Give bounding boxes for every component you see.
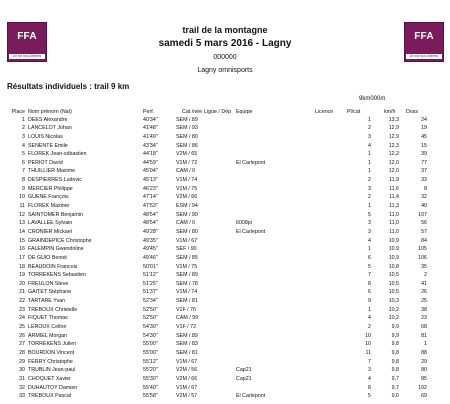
cell-kmh: 9,7 xyxy=(391,375,399,382)
cell-place: 23 xyxy=(19,306,25,313)
table-row xyxy=(0,340,450,349)
cell-place: 32 xyxy=(19,384,25,391)
cell-doss: 29 xyxy=(421,358,427,365)
cell-place: 24 xyxy=(19,315,25,322)
cell-name: LOUIS Nicolas xyxy=(28,133,63,140)
cell-perf: 52'50'' xyxy=(143,306,158,313)
cell-place: 17 xyxy=(19,254,25,261)
cell-plcat: 1 xyxy=(368,203,371,210)
cell-doss: 105 xyxy=(418,246,427,253)
cell-plcat: 4 xyxy=(368,142,371,149)
table-row xyxy=(0,116,450,125)
cell-kmh: 9,6 xyxy=(391,393,399,400)
logo-tagline: On est tous Athlètes xyxy=(406,54,442,59)
cell-plcat: 3 xyxy=(368,133,371,140)
cell-name: LANCELOT Johan xyxy=(28,125,72,132)
table-body xyxy=(0,116,450,401)
table-header xyxy=(0,107,450,116)
cell-perf: 47'53'' xyxy=(143,203,158,210)
cell-kmh: 12,0 xyxy=(388,168,399,175)
cell-kmh: 11,0 xyxy=(389,211,399,218)
cell-kmh: 10,9 xyxy=(388,237,399,244)
table-row xyxy=(0,392,450,401)
table-row xyxy=(0,358,450,367)
cell-name: SAINTOMER Benjamin xyxy=(28,211,83,218)
cell-name: CRONIER Mickael xyxy=(28,228,72,235)
cell-name: THUILLIER Maxime xyxy=(28,168,76,175)
table-row xyxy=(0,263,450,272)
cell-kmh: 11,0 xyxy=(389,220,399,227)
cell-doss: 26 xyxy=(421,289,427,296)
cell-place: 20 xyxy=(19,280,25,287)
cell-cat: SEM / 83 xyxy=(176,341,198,348)
cell-cat: SEF / 90 xyxy=(176,246,197,253)
cell-place: 7 xyxy=(22,168,25,175)
cell-plcat: 8 xyxy=(368,280,371,287)
cell-cat: V2M / 66 xyxy=(176,194,198,201)
cell-plcat: 2 xyxy=(368,194,371,201)
cell-cat: V1M / 67 xyxy=(176,384,198,391)
cell-place: 3 xyxy=(22,133,25,140)
cell-cat: SEM / 81 xyxy=(176,349,198,356)
cell-name: LAVALLEE Sylvain xyxy=(28,220,73,227)
table-row xyxy=(0,211,450,220)
cell-kmh: 10,9 xyxy=(388,254,399,261)
cell-plcat: 4 xyxy=(368,375,371,382)
cell-plcat: 1 xyxy=(368,116,371,123)
cell-name: GUENE François xyxy=(28,194,69,201)
cell-plcat: 1 xyxy=(368,306,371,313)
cell-place: 30 xyxy=(19,367,25,374)
cell-place: 31 xyxy=(19,375,25,382)
cell-kmh: 9,8 xyxy=(391,349,399,356)
cell-cat: V1M / 74 xyxy=(176,177,198,184)
cell-name: DESPIERRES Ludovic xyxy=(28,177,82,184)
cell-plcat: 2 xyxy=(368,177,371,184)
table-row xyxy=(0,297,450,306)
cell-doss: 45 xyxy=(421,133,427,140)
cell-kmh: 10,5 xyxy=(388,280,399,287)
cell-cat: SEM / 90 xyxy=(176,211,198,218)
cell-kmh: 10,5 xyxy=(388,289,399,296)
cell-doss: 40 xyxy=(421,203,427,210)
cell-name: BEAUDOIN Francois xyxy=(28,263,78,270)
cell-plcat: 1 xyxy=(368,151,371,158)
cell-place: 29 xyxy=(19,358,25,365)
cell-place: 6 xyxy=(22,159,25,166)
cell-kmh: 10,3 xyxy=(388,298,399,305)
cell-perf: 55'12'' xyxy=(143,358,158,365)
cell-kmh: 10,5 xyxy=(388,272,399,279)
cell-cat: V1M / 67 xyxy=(176,358,198,365)
cell-perf: 55'20'' xyxy=(143,367,158,374)
cell-equipe: El Carlepont xyxy=(236,159,266,166)
cell-perf: 51'25'' xyxy=(143,280,158,287)
cell-kmh: 12,2 xyxy=(388,151,399,158)
table-row xyxy=(0,142,450,151)
cell-place: 33 xyxy=(19,393,25,400)
cell-name: CHOQUET Xavier xyxy=(28,375,71,382)
logo-text: FFA xyxy=(414,31,434,42)
cell-cat: V1M / 67 xyxy=(176,237,198,244)
cell-perf: 41'48'' xyxy=(143,125,158,132)
cell-cat: CAM / 99 xyxy=(176,315,199,322)
cell-kmh: 11,6 xyxy=(389,185,399,192)
cell-doss: 81 xyxy=(421,332,427,339)
col-plcat: Pl/cat xyxy=(347,109,361,115)
cell-name: TREBOUX Christelle xyxy=(28,306,78,313)
cell-plcat: 5 xyxy=(368,393,371,400)
cell-cat: SEM / 89 xyxy=(176,272,198,279)
logo-text: FFA xyxy=(17,31,37,42)
cell-place: 28 xyxy=(19,349,25,356)
cell-name: BOURDON Vincent xyxy=(28,349,75,356)
cell-plcat: 6 xyxy=(368,289,371,296)
table-row xyxy=(0,280,450,289)
cell-doss: 69 xyxy=(421,393,427,400)
table-row xyxy=(0,176,450,185)
cell-equipe: Cap21 xyxy=(236,367,252,374)
cell-plcat: 2 xyxy=(368,125,371,132)
cell-place: 22 xyxy=(19,298,25,305)
cell-perf: 45'13'' xyxy=(143,177,158,184)
cell-name: LEROUX Celine xyxy=(28,324,67,331)
cell-name: FLOREK Jean-sébastien xyxy=(28,151,87,158)
cell-doss: 107 xyxy=(418,211,427,218)
cell-plcat: 10 xyxy=(365,341,371,348)
col-place: Place xyxy=(11,109,25,115)
cell-name: DE GUIO Benoit xyxy=(28,254,67,261)
table-row xyxy=(0,332,450,341)
col-licence: Licence xyxy=(315,109,334,115)
distance-label: 9km000m xyxy=(359,96,386,102)
table-row xyxy=(0,193,450,202)
cell-doss: 38 xyxy=(421,306,427,313)
cell-plcat: 1 xyxy=(368,168,371,175)
cell-plcat: 5 xyxy=(368,263,371,270)
cell-cat: V1M / 75 xyxy=(176,185,198,192)
table-row xyxy=(0,384,450,393)
cell-equipe: 6008pi xyxy=(236,220,252,227)
cell-perf: 52'50'' xyxy=(143,315,158,322)
cell-name: ARMIEL Morgan xyxy=(28,332,67,339)
cell-doss: 77 xyxy=(421,159,427,166)
cell-place: 10 xyxy=(19,194,25,201)
cell-name: TARTARE Yvan xyxy=(28,298,65,305)
cell-perf: 54'30'' xyxy=(143,332,158,339)
cell-kmh: 9,8 xyxy=(391,358,399,365)
cell-plcat: 9 xyxy=(368,298,371,305)
cell-doss: 85 xyxy=(421,375,427,382)
cell-name: FLOREK Maxime xyxy=(28,203,70,210)
cell-cat: V2M / 56 xyxy=(176,367,198,374)
cell-place: 13 xyxy=(19,220,25,227)
cell-place: 25 xyxy=(19,324,25,331)
cell-perf: 52'34'' xyxy=(143,298,158,305)
col-doss: Doss xyxy=(406,109,419,115)
cell-plcat: 8 xyxy=(368,384,371,391)
cell-place: 2 xyxy=(22,125,25,132)
table-row xyxy=(0,375,450,384)
cell-cat: SEM / 80 xyxy=(176,228,198,235)
cell-kmh: 9,7 xyxy=(391,384,399,391)
cell-doss: 24 xyxy=(421,116,427,123)
cell-name: TORREKENS Sebastien xyxy=(28,272,86,279)
cell-kmh: 11,0 xyxy=(389,228,399,235)
cell-doss: 15 xyxy=(421,142,427,149)
cell-plcat: 2 xyxy=(368,324,371,331)
col-equipe: Equipe xyxy=(236,109,253,115)
cell-name: PERIOT David xyxy=(28,159,63,166)
cell-perf: 55'30'' xyxy=(143,375,158,382)
cell-doss: 2 xyxy=(424,272,427,279)
cell-plcat: 3 xyxy=(368,367,371,374)
cell-perf: 51'37'' xyxy=(143,289,158,296)
table-row xyxy=(0,159,450,168)
cell-perf: 51'12'' xyxy=(143,272,158,279)
cell-name: TRUBLIN Jean-paul xyxy=(28,367,76,374)
cell-kmh: 12,9 xyxy=(388,133,399,140)
cell-kmh: 11,3 xyxy=(389,203,399,210)
table-row xyxy=(0,271,450,280)
cell-plcat: 7 xyxy=(368,358,371,365)
cell-cat: SEM / 89 xyxy=(176,116,198,123)
cell-place: 5 xyxy=(22,151,25,158)
cell-perf: 45'04'' xyxy=(143,168,158,175)
cell-cat: SEM / 93 xyxy=(176,125,198,132)
cell-plcat: 3 xyxy=(368,228,371,235)
cell-doss: 32 xyxy=(421,194,427,201)
cell-place: 18 xyxy=(19,263,25,270)
cell-kmh: 9,9 xyxy=(391,324,399,331)
cell-plcat: 3 xyxy=(368,185,371,192)
cell-perf: 49'45'' xyxy=(143,246,158,253)
cell-doss: 68 xyxy=(421,324,427,331)
cell-place: 8 xyxy=(22,177,25,184)
cell-place: 16 xyxy=(19,246,25,253)
cell-name: TORREKENS Julien xyxy=(28,341,77,348)
cell-equipe: Cap21 xyxy=(236,375,252,382)
cell-kmh: 9,8 xyxy=(391,367,399,374)
cell-cat: SEM / 86 xyxy=(176,142,198,149)
cell-perf: 55'40'' xyxy=(143,384,158,391)
cell-place: 14 xyxy=(19,228,25,235)
cell-cat: SEM / 78 xyxy=(176,280,198,287)
table-row xyxy=(0,219,450,228)
cell-name: TREBOUX Pascal xyxy=(28,393,71,400)
event-title: trail de la montagne xyxy=(182,25,268,35)
cell-cat: V2M / 57 xyxy=(176,393,198,400)
cell-place: 27 xyxy=(19,341,25,348)
cell-cat: SEM / 81 xyxy=(176,298,198,305)
cell-plcat: 5 xyxy=(368,211,371,218)
cell-plcat: 7 xyxy=(368,272,371,279)
cell-cat: SEM / 85 xyxy=(176,254,198,261)
table-row xyxy=(0,245,450,254)
cell-name: MERCIER Philippe xyxy=(28,185,73,192)
cell-doss: 25 xyxy=(421,298,427,305)
logo-tagline: On est tous Athlètes xyxy=(9,54,45,59)
cell-name: GRAINDEPICE Christophe xyxy=(28,237,92,244)
cell-perf: 43'34'' xyxy=(143,142,158,149)
col-ligue: Ligue / Dép xyxy=(204,109,232,115)
cell-perf: 48'54'' xyxy=(143,211,158,218)
cell-place: 26 xyxy=(19,332,25,339)
cell-cat: V1F / 76 xyxy=(176,306,197,313)
table-row xyxy=(0,349,450,358)
cell-name: SENENTE Emile xyxy=(28,142,68,149)
cell-kmh: 12,0 xyxy=(388,159,399,166)
cell-perf: 41'49'' xyxy=(143,133,158,140)
cell-perf: 49'28'' xyxy=(143,228,158,235)
cell-perf: 48'54'' xyxy=(143,220,158,227)
table-row xyxy=(0,228,450,237)
cell-place: 4 xyxy=(22,142,25,149)
cell-kmh: 12,9 xyxy=(388,125,399,132)
cell-cat: CAM / 0 xyxy=(176,220,196,227)
section-title: Résultats individuels : trail 9 km xyxy=(7,82,130,91)
results-table xyxy=(0,107,450,401)
cell-perf: 40'34'' xyxy=(143,116,158,123)
table-row xyxy=(0,124,450,133)
cell-place: 15 xyxy=(19,237,25,244)
table-row xyxy=(0,288,450,297)
cell-perf: 44'59'' xyxy=(143,159,158,166)
cell-equipe: El Carlepont xyxy=(236,393,266,400)
cell-perf: 55'00'' xyxy=(143,349,158,356)
cell-doss: 8 xyxy=(424,185,427,192)
cell-perf: 49'46'' xyxy=(143,254,158,261)
cell-doss: 37 xyxy=(421,168,427,175)
col-cat: Cat /née xyxy=(182,109,203,115)
cell-name: DUHAUTOY Damien xyxy=(28,384,78,391)
cell-plcat: 4 xyxy=(368,315,371,322)
cell-cat: SEM / 80 xyxy=(176,133,198,140)
cell-kmh: 10,9 xyxy=(388,246,399,253)
col-kmh: km/h xyxy=(384,109,396,115)
cell-plcat: 6 xyxy=(368,254,371,261)
cell-doss: 33 xyxy=(421,177,427,184)
cell-perf: 55'58'' xyxy=(143,393,158,400)
table-row xyxy=(0,202,450,211)
cell-doss: 102 xyxy=(418,384,427,391)
table-row xyxy=(0,366,450,375)
cell-place: 1 xyxy=(22,116,25,123)
cell-perf: 46'23'' xyxy=(143,185,158,192)
cell-cat: CAM / 0 xyxy=(176,168,196,175)
event-code: 000000 xyxy=(213,54,237,61)
cell-cat: V2M / 65 xyxy=(176,151,198,158)
cell-plcat: 1 xyxy=(368,246,371,253)
organizer-club: Lagny omnisports xyxy=(197,67,253,74)
cell-doss: 106 xyxy=(418,254,427,261)
cell-plcat: 10 xyxy=(365,332,371,339)
cell-doss: 23 xyxy=(421,315,427,322)
cell-plcat: 11 xyxy=(365,349,371,356)
col-perf: Perf. xyxy=(143,109,155,115)
cell-doss: 19 xyxy=(421,125,427,132)
cell-kmh: 13,3 xyxy=(388,116,399,123)
cell-perf: 44'18'' xyxy=(143,151,158,158)
cell-place: 9 xyxy=(22,185,25,192)
col-name: Nom prénom (Nat) xyxy=(28,109,72,115)
cell-name: GAITET Stéphane xyxy=(28,289,72,296)
cell-perf: 54'30'' xyxy=(143,324,158,331)
cell-plcat: 3 xyxy=(368,220,371,227)
cell-doss: 35 xyxy=(421,263,427,270)
cell-place: 11 xyxy=(19,203,25,210)
cell-place: 12 xyxy=(19,211,25,218)
cell-doss: 39 xyxy=(421,151,427,158)
cell-name: FREULON Steve xyxy=(28,280,69,287)
table-row xyxy=(0,237,450,246)
cell-perf: 47'14'' xyxy=(143,194,158,201)
cell-kmh: 10,2 xyxy=(388,315,399,322)
cell-kmh: 12,3 xyxy=(388,142,399,149)
cell-doss: 1 xyxy=(424,341,427,348)
cell-plcat: 1 xyxy=(368,159,371,166)
table-row xyxy=(0,185,450,194)
cell-perf: 55'00'' xyxy=(143,341,158,348)
cell-cat: V1M / 72 xyxy=(176,159,198,166)
table-row xyxy=(0,314,450,323)
table-row xyxy=(0,323,450,332)
table-row xyxy=(0,167,450,176)
event-date: samedi 5 mars 2016 - Lagny xyxy=(158,38,292,49)
cell-name: FIQUET Thomas xyxy=(28,315,68,322)
cell-name: FERRY Christophe xyxy=(28,358,73,365)
cell-doss: 57 xyxy=(421,228,427,235)
cell-name: FALEMPIN Gwendoline xyxy=(28,246,84,253)
cell-doss: 88 xyxy=(421,349,427,356)
cell-cat: V2M / 66 xyxy=(176,375,198,382)
cell-kmh: 10,2 xyxy=(388,306,399,313)
cell-plcat: 4 xyxy=(368,237,371,244)
cell-doss: 80 xyxy=(421,367,427,374)
cell-kmh: 11,4 xyxy=(389,194,399,201)
table-row xyxy=(0,306,450,315)
cell-perf: 50'01'' xyxy=(143,263,158,270)
cell-name: DEES Alexandre xyxy=(28,116,68,123)
cell-doss: 41 xyxy=(421,280,427,287)
cell-place: 21 xyxy=(19,289,25,296)
cell-cat: SEM / 89 xyxy=(176,332,198,339)
cell-cat: V1M / 74 xyxy=(176,289,198,296)
table-row xyxy=(0,254,450,263)
cell-doss: 56 xyxy=(421,220,427,227)
cell-kmh: 11,9 xyxy=(389,177,399,184)
table-row xyxy=(0,150,450,159)
cell-cat: V1M / 75 xyxy=(176,263,198,270)
cell-place: 19 xyxy=(19,272,25,279)
cell-doss: 84 xyxy=(421,237,427,244)
cell-cat: V1F / 72 xyxy=(176,324,197,331)
cell-perf: 49'35'' xyxy=(143,237,158,244)
cell-kmh: 9,9 xyxy=(391,332,399,339)
table-row xyxy=(0,133,450,142)
cell-kmh: 9,8 xyxy=(391,341,399,348)
cell-kmh: 10,8 xyxy=(388,263,399,270)
cell-equipe: El Carlepont xyxy=(236,228,266,235)
cell-cat: ESM / 94 xyxy=(176,203,198,210)
